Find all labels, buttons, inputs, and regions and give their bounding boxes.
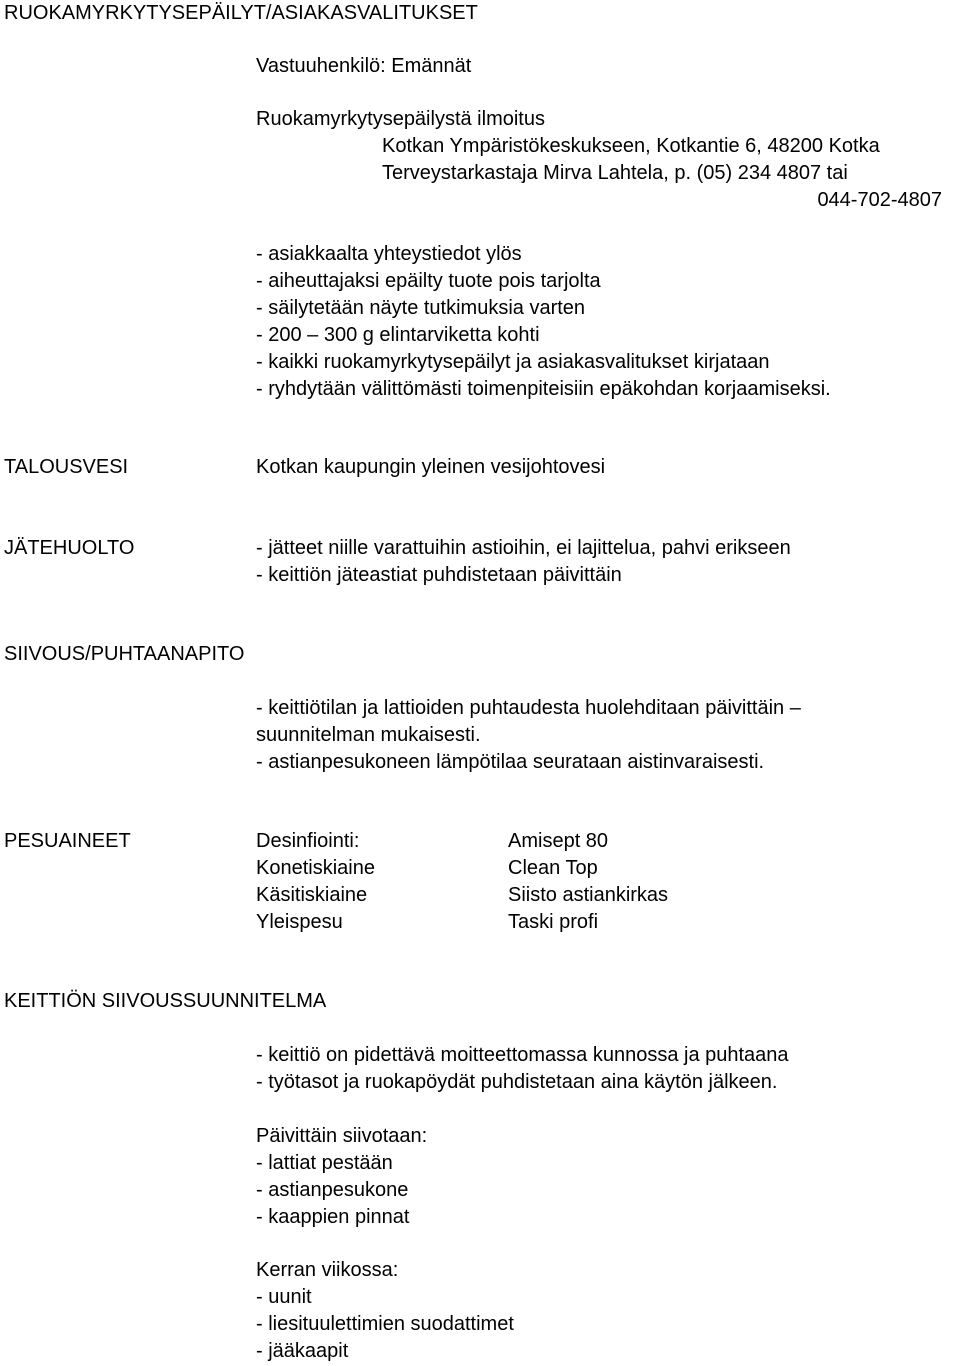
list-item: - astianpesukoneen lämpötilaa seurataan aistinvaraisesti. <box>256 751 765 773</box>
list-item: - keittiö on pidettävä moitteettomassa kunnossa ja puhtaana <box>256 1044 789 1066</box>
plan-general <box>256 1042 789 1096</box>
list-item: - ryhdytään välittömästi toimenpiteisiin epäkohdan korjaamiseksi. <box>256 378 831 400</box>
list-item: - uunit <box>256 1286 312 1308</box>
detergent-product: Amisept 80 <box>508 830 609 852</box>
list-item: suunnitelman mukaisesti. <box>256 724 481 746</box>
list-item: - 200 – 300 g elintarviketta kohti <box>256 324 540 346</box>
daily-heading: Päivittäin siivotaan: <box>256 1125 428 1147</box>
cleaning-list <box>256 695 801 776</box>
list-item: - kaikki ruokamyrkytysepäilyt ja asiakasvalitukset kirjataan <box>256 351 770 373</box>
detergents-label: PESUAINEET <box>4 830 131 852</box>
report-heading: Ruokamyrkytysepäilystä ilmoitus <box>256 108 545 130</box>
waste-label: JÄTEHUOLTO <box>4 537 135 559</box>
list-item: - työtasot ja ruokapöydät puhdistetaan aina käytön jälkeen. <box>256 1071 778 1093</box>
detergent-use: Desinfiointi: <box>256 830 360 852</box>
list-item: - jätteet niille varattuihin astioihin, ei lajittelua, pahvi erikseen <box>256 537 791 559</box>
waste-list <box>256 535 791 589</box>
responsible-person: Vastuuhenkilö: Emännät <box>256 55 472 77</box>
detergent-product: Siisto astiankirkas <box>508 884 669 906</box>
detergent-products <box>508 828 668 936</box>
report-inspector: Terveystarkastaja Mirva Lahtela, p. (05) 234 4807 tai <box>382 162 848 184</box>
cleaning-label: SIIVOUS/PUHTAANAPITO <box>4 643 245 665</box>
plan-weekly <box>256 1257 514 1365</box>
detergent-use: Konetiskiaine <box>256 857 375 879</box>
list-item: - jääkaapit <box>256 1340 349 1362</box>
list-item: - säilytetään näyte tutkimuksia varten <box>256 297 586 319</box>
detergent-use: Yleispesu <box>256 911 343 933</box>
page-title: RUOKAMYRKYTYSEPÄILYT/ASIAKASVALITUKSET <box>4 2 478 24</box>
list-item: - keittiötilan ja lattioiden puhtaudesta huolehditaan päivittäin – <box>256 697 801 719</box>
water-label: TALOUSVESI <box>4 456 129 478</box>
list-item: - lattiat pestään <box>256 1152 393 1174</box>
report-phone: 044-702-4807 <box>817 189 942 211</box>
water-text: Kotkan kaupungin yleinen vesijohtovesi <box>256 456 606 478</box>
detergent-use: Käsitiskiaine <box>256 884 368 906</box>
plan-daily <box>256 1123 427 1231</box>
list-item: - astianpesukone <box>256 1179 409 1201</box>
detergent-product: Clean Top <box>508 857 598 879</box>
actions-list <box>256 241 831 403</box>
list-item: - keittiön jäteastiat puhdistetaan päivittäin <box>256 564 622 586</box>
list-item: - liesituulettimien suodattimet <box>256 1313 514 1335</box>
report-address: Kotkan Ympäristökeskukseen, Kotkantie 6, 48200 Kotka <box>382 135 880 157</box>
plan-label: KEITTIÖN SIIVOUSSUUNNITELMA <box>4 990 327 1012</box>
weekly-heading: Kerran viikossa: <box>256 1259 399 1281</box>
list-item: - asiakkaalta yhteystiedot ylös <box>256 243 522 265</box>
list-item: - kaappien pinnat <box>256 1206 410 1228</box>
detergent-product: Taski profi <box>508 911 599 933</box>
list-item: - aiheuttajaksi epäilty tuote pois tarjolta <box>256 270 601 292</box>
detergent-uses <box>256 828 375 936</box>
